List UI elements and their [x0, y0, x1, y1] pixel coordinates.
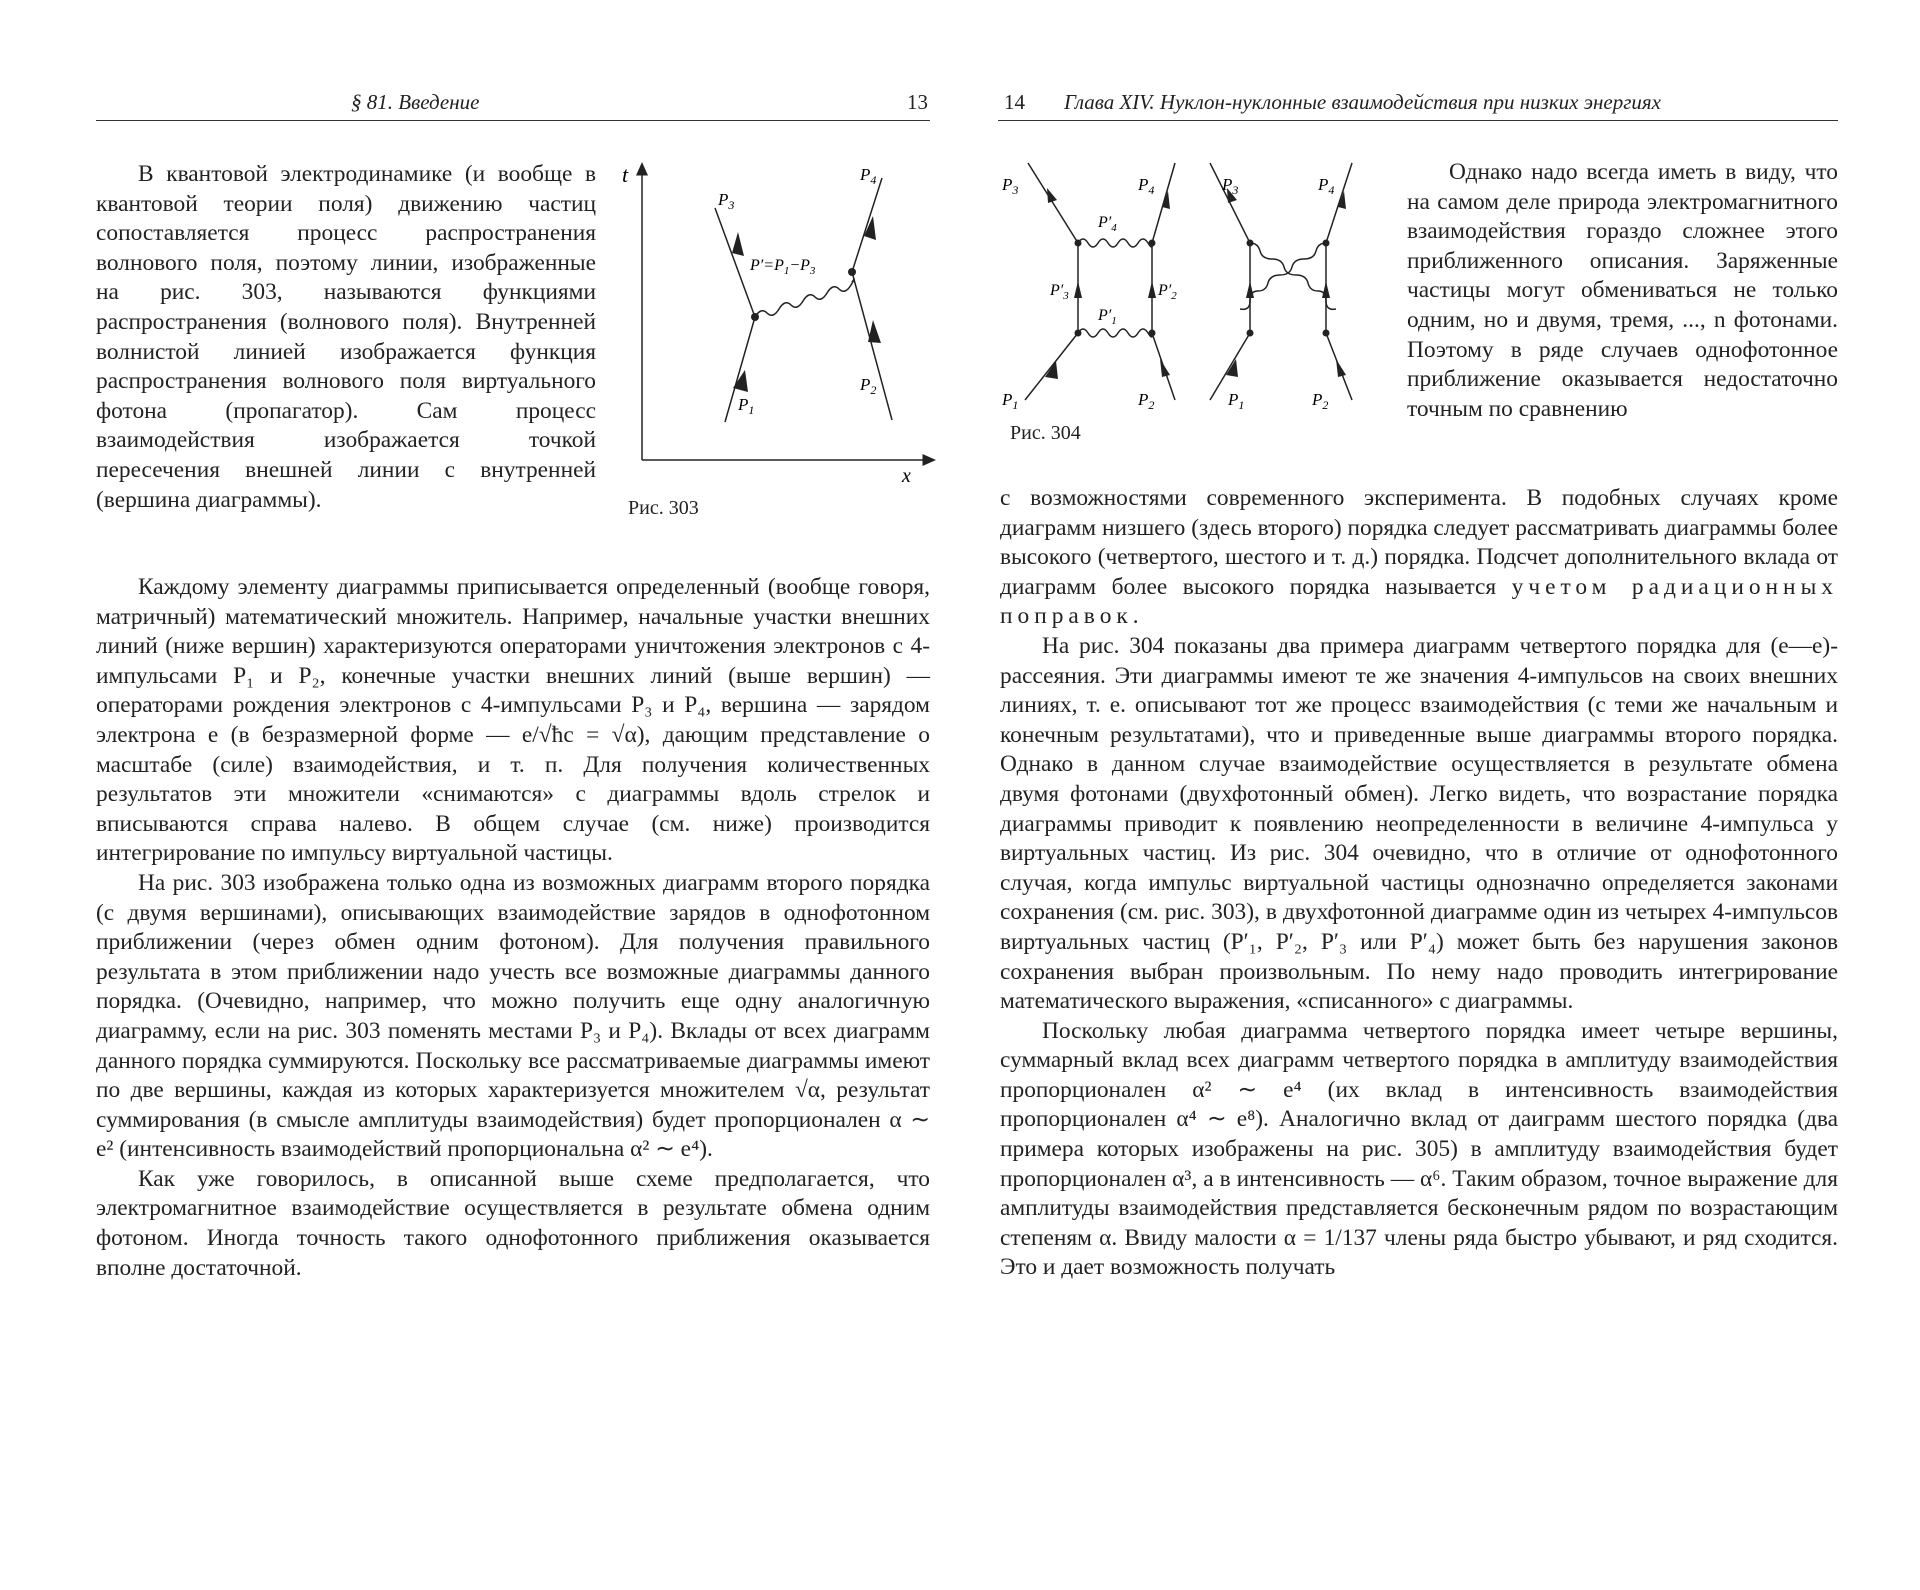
right-body: [1000, 484, 1838, 1283]
left-header-title: § 81. Введение: [351, 90, 480, 114]
left-paragraph-1: В квантовой электродинамике (и вообще в квантовой теории поля) движению частиц сопоставляется процесс распространения волнового поля, поэтому линии, изображенные на рис. 303, называются функциями распространения (волнового поля). Внутренней волнистой линией изображается функция распространения волнового поля виртуального фотона (пропагатор). Сам процесс взаимодействия изображается точкой пересечения внешней линии с внутренней (вершина диаграммы).: [96, 161, 596, 513]
figure-303-caption: Рис. 303: [628, 497, 699, 519]
left-paragraph-3: На рис. 303 изображена только одна из возможных диаграмм второго порядка (с двумя вершинами), описывающих взаимодействие зарядов в однофотонном приближении (через обмен одним фотоном). Для получения правильного результата в этом приближении надо учесть все возможные диаграммы данного порядка. (Очевидно, например, что можно получить еще одну аналогичную диаграмму, если на рис. 303 поменять местами P₃ и P₄). Вклады от всех диаграмм данного порядка суммируются. Поскольку все рассматриваемые диаграммы имеют по две вершины, каждая из которых характеризуется множителем √α, результат суммирования (в смысле амплитуды взаимодействия) будет пропорционален α ∼ e² (интенсивность взаимодействий пропорциональна α² ∼ e⁴).: [96, 869, 930, 1163]
left-header: [96, 88, 930, 121]
right-header: [998, 88, 1838, 121]
svg-text:P1: $P_1$: [1228, 390, 1245, 412]
svg-text:P4: $P_4$: [1138, 175, 1155, 197]
axis-t-label: t: [622, 162, 629, 187]
right-paragraph-1: Однако надо всегда иметь в виду, что на самом деле природа электромагнитного взаимодействия гораздо сложнее этого приближенного описания. Заряженные частицы могут обмениваться не только одним, но и двумя, тремя, ..., n фотонами. Поэтому в ряде случаев однофотонное приближение оказывается недостаточно точным по сравнению: [1407, 159, 1838, 422]
figure-303: [620, 160, 940, 510]
radiative-corrections-term: учетом радиационных поправок.: [1000, 573, 1838, 630]
svg-text:P′4: $P'_4$: [1098, 214, 1117, 234]
svg-text:P3: $P_3$: [1222, 175, 1239, 197]
line-p2: [852, 272, 892, 420]
left-page-number: 13: [907, 90, 928, 114]
figure-304-caption: Рис. 304: [1010, 422, 1081, 444]
svg-text:P3: $P_3$: [1002, 175, 1019, 197]
left-paragraph-4: Как уже говорилось, в описанной выше схеме предполагается, что электромагнитное взаимодействие осуществляется в результате обмена одним фотоном. Иногда точность такого однофотонного приближения оказывается вполне достаточной.: [96, 1165, 930, 1281]
figure-304: [1000, 155, 1360, 415]
svg-text:P2: $P_2$: [1138, 390, 1155, 412]
right-paragraph-2: с возможностями современного эксперимента. В подобных случаях кроме диаграмм низшего (здесь второго) порядка следует рассматривать диаграммы более высокого (четвертого, шестого и т. д.) порядка. Подсчет дополнительного вклада от диаграмм более высокого порядка называется учетом радиационных поправок.: [1000, 485, 1838, 630]
label-propagator: $P'=P_1-P_3$: [750, 257, 816, 277]
svg-text:P′3: $P'_3$: [1050, 282, 1069, 302]
axis-x-label: x: [902, 465, 911, 487]
vertex-1: [751, 313, 759, 321]
label-p1: $P_1$: [738, 395, 755, 417]
svg-text:P′1: $P'_1$: [1098, 307, 1117, 327]
svg-text:P2: $P_2$: [1312, 390, 1329, 412]
right-header-title: Глава XIV. Нуклон-нуклонные взаимодействия при низких энергиях: [1064, 90, 1661, 114]
right-paragraph-3: На рис. 304 показаны два примера диаграмм четвертого порядка для (e—e)-рассеяния. Эти диаграммы имеют те же значения 4-импульсов на своих внешних линиях, т. е. описывают тот же процесс взаимодействия (с теми же начальным и конечным результатами), что и приведенные выше диаграммы второго порядка. Однако в данном случае взаимодействие осуществляется в результате обмена двумя фотонами (двухфотонный обмен). Легко видеть, что возрастание порядка диаграммы приводит к появлению неопределенности в величине 4-импульса у виртуальных частиц. Из рис. 304 очевидно, что в отличие от однофотонного случая, когда импульс виртуальной частицы однозначно определяется законами сохранения (см. рис. 303), в двухфотонной диаграмме один из четырех 4-импульсов виртуальных частиц (P′₁, P′₂, P′₃ или P′₄) может быть без нарушения законов сохранения выбран произвольным. По нему надо проводить интегрирование математического выражения, «списанного» с диаграммы.: [1000, 632, 1838, 1015]
label-p4: $P_4$: [860, 165, 877, 187]
right-page-number: 14: [1004, 90, 1025, 114]
right-page: [960, 0, 1920, 1590]
vertex-2: [848, 268, 856, 276]
line-p4: [852, 178, 882, 272]
line-p3: [715, 208, 755, 317]
right-paragraph-4: Поскольку любая диаграмма четвертого порядка имеет четыре вершины, суммарный вклад всех диаграмм четвертого порядка в амплитуду взаимодействия пропорционален α² ∼ e⁴ (их вклад в интенсивность взаимодействия пропорционален α⁴ ∼ e⁸). Аналогично вклад от даиграмм шестого порядка (два примера которых изображены на рис. 305) в амплитуду взаимодействия будет пропорционален α³, а в интенсивность — α⁶. Таким образом, точное выражение для амплитуды взаимодействия представляется бесконечным рядом по возрастающим степеням α. Ввиду малости α = 1/137 члены ряда быстро убывают, и ряд сходится. Это и дает возможность получать: [1000, 1017, 1838, 1281]
arrow-p3: [732, 232, 744, 256]
svg-text:P4: $P_4$: [1318, 175, 1335, 197]
svg-text:P′2: $P'_2$: [1158, 282, 1177, 302]
left-body: [96, 573, 930, 1283]
left-paragraph-2: Каждому элементу диаграммы приписывается определенный (вообще говоря, матричный) математический множитель. Например, начальные участки внешних линий (ниже вершин) характеризуются операторами уничтожения электронов с 4-импульсами P₁ и P₂, конечные участки внешних линий (выше вершин) — операторами рождения электронов с 4-импульсами P₃ и P₄, вершина — зарядом электрона e (в безразмерной форме — e/√ħc = √α), дающим представление о масштабе (силе) взаимодействия, и т. п. Для получения количественных результатов эти множители «снимаются» с диаграммы вдоль стрелок и вписываются справа налево. В общем случае (см. ниже) производится интегрирование по импульсу виртуальной частицы.: [96, 574, 930, 867]
arrow-p2: [868, 320, 881, 343]
label-p3: $P_3$: [718, 190, 735, 212]
svg-text:P1: $P_1$: [1002, 390, 1019, 412]
photon-line: [755, 279, 854, 317]
label-p2: $P_2$: [860, 375, 877, 397]
